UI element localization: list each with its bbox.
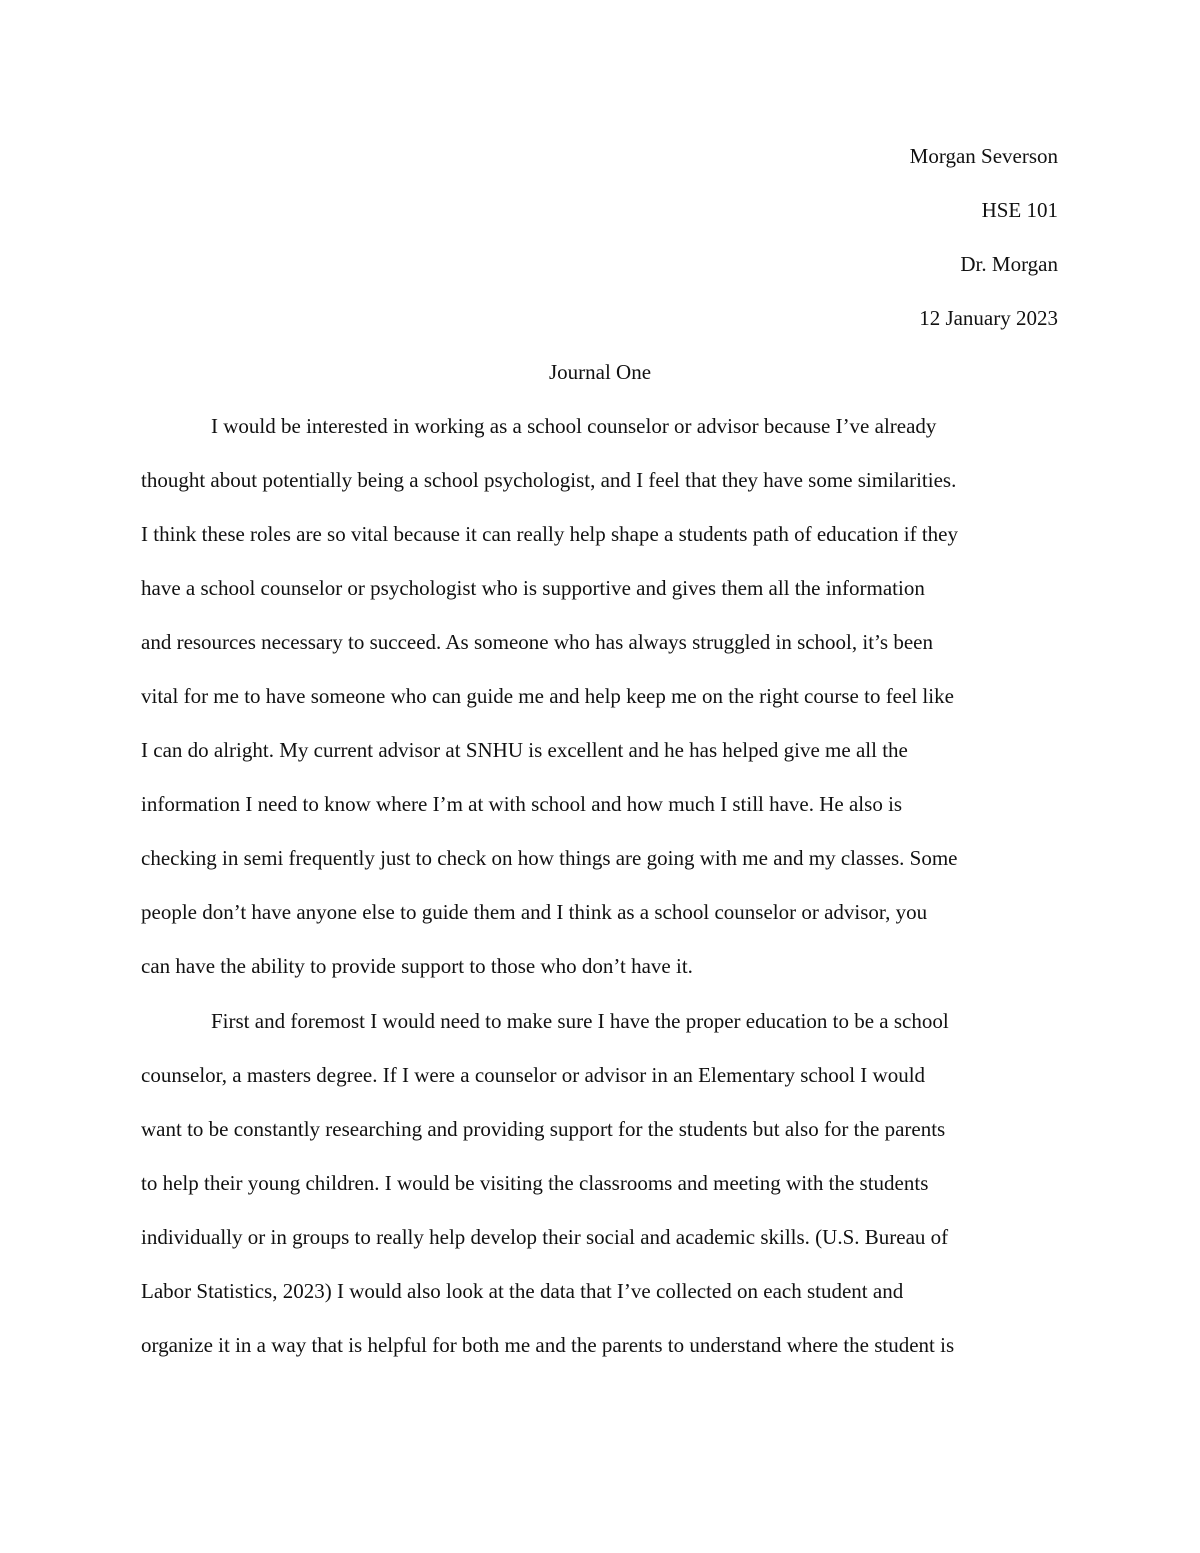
- document-title: Journal One: [548, 360, 652, 384]
- document-date: 12 January 2023: [919, 306, 1058, 330]
- paragraph-line: people don’t have anyone else to guide them and I think as a school counselor or advisor, you: [141, 900, 928, 924]
- paragraph-line: organize it in a way that is helpful for both me and the parents to understand where the student is: [141, 1333, 955, 1357]
- paragraph-line: vital for me to have someone who can guide me and help keep me on the right course to feel like: [141, 684, 954, 708]
- paragraph-line: thought about potentially being a school psychologist, and I feel that they have some similarities.: [141, 468, 957, 492]
- paragraph-line: and resources necessary to succeed. As someone who has always struggled in school, it’s been: [141, 630, 933, 654]
- paragraph-line: First and foremost I would need to make sure I have the proper education to be a school: [211, 1009, 949, 1033]
- paragraph-line: counselor, a masters degree. If I were a counselor or advisor in an Elementary school I would: [141, 1063, 926, 1087]
- author-name: Morgan Severson: [909, 144, 1058, 168]
- paragraph-line: I think these roles are so vital because it can really help shape a students path of education if they: [141, 522, 958, 546]
- paragraph-line: I can do alright. My current advisor at SNHU is excellent and he has helped give me all the: [141, 738, 908, 762]
- instructor-name: Dr. Morgan: [960, 252, 1058, 276]
- paragraph-line: to help their young children. I would be visiting the classrooms and meeting with the students: [141, 1171, 929, 1195]
- paragraph-line: individually or in groups to really help develop their social and academic skills. (U.S. Bureau of: [141, 1225, 949, 1249]
- paragraph-line: can have the ability to provide support to those who don’t have it.: [141, 954, 693, 978]
- course-code: HSE 101: [981, 198, 1058, 222]
- paragraph-line: information I need to know where I’m at with school and how much I still have. He also is: [141, 792, 903, 816]
- paragraph-line: checking in semi frequently just to check on how things are going with me and my classes. Some: [141, 846, 958, 870]
- paragraph-line: have a school counselor or psychologist who is supportive and gives them all the information: [141, 576, 925, 600]
- paragraph-line: want to be constantly researching and providing support for the students but also for the parents: [141, 1117, 946, 1141]
- paragraph-line: I would be interested in working as a school counselor or advisor because I’ve already: [211, 414, 937, 438]
- paragraph-line: Labor Statistics, 2023) I would also look at the data that I’ve collected on each student and: [141, 1279, 904, 1303]
